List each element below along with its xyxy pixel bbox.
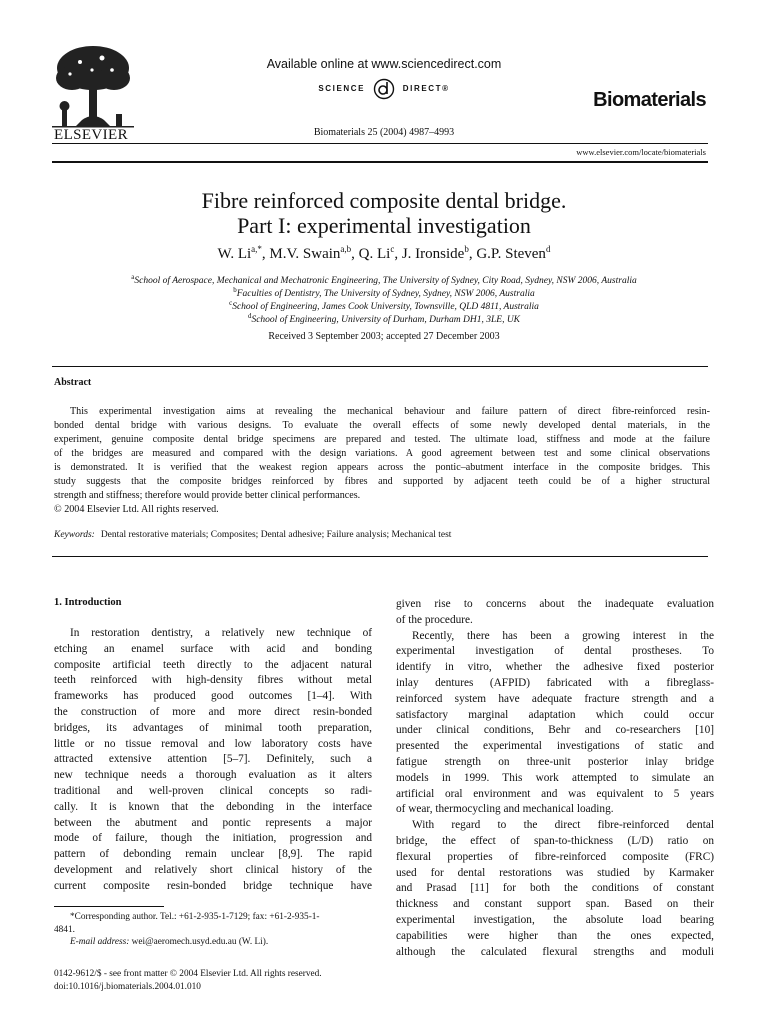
body-line: used for dental restorations was studied by Karmaker — [396, 866, 714, 879]
abstract-top-rule — [52, 366, 708, 367]
body-line: mode of failure, though the initiation, progression and — [54, 832, 372, 845]
affil-mark: b — [233, 285, 237, 294]
abstract-line: is demonstrated. It is verified that the weakest region appears across the pontic–abutment interface in the composite bridges. This — [54, 462, 710, 473]
author-affil-mark: b — [464, 244, 469, 254]
body-line: bridge, the effect of span-to-thickness (L/D) ratio on — [396, 834, 714, 847]
body-line: between the abutment and pontic represents a major — [54, 816, 372, 829]
author-separator: , — [468, 246, 477, 262]
publisher-wordmark: ELSEVIER — [54, 127, 129, 143]
abstract-line: This experimental investigation aims at revealing the mechanical behaviour and failure pattern of direct fibre-reinforced resin- — [70, 406, 710, 417]
body-line: of wear, thermocycling and mechanical loading. — [396, 803, 614, 816]
title-line-2: Part I: experimental investigation — [237, 213, 531, 238]
author-affil-mark: a,* — [251, 244, 262, 254]
journal-citation: Biomaterials 25 (2004) 4987–4993 — [313, 127, 455, 138]
author-list — [0, 246, 768, 263]
body-line: the construction of more and more direct resin-bonded — [54, 705, 372, 718]
abstract-bottom-rule — [52, 556, 708, 557]
doi-line[interactable]: doi:10.1016/j.biomaterials.2004.01.010 — [54, 981, 201, 992]
body-line: teeth reinforced with high-density fibres without metal — [54, 674, 372, 687]
affiliation-d — [0, 311, 768, 325]
affil-mark: a — [131, 272, 135, 281]
footnote-corresponding: *Corresponding author. Tel.: +61-2-935-1-7129; fax: +61-2-935-1- — [70, 912, 320, 922]
left-column — [54, 626, 372, 895]
footnote-rule — [54, 906, 164, 907]
body-line: composite artificial teeth directly to the adjacent natural — [54, 658, 372, 671]
journal-name: Biomaterials — [593, 89, 706, 111]
body-line: attracted extensive attention [5–7]. Definitely, such a — [54, 753, 372, 766]
affiliation-b — [0, 285, 768, 299]
affiliation-c — [0, 298, 768, 312]
abstract-line: of the bridges are measured and compared with the design variations. A good agreement between test and some clinical observations — [54, 448, 710, 459]
body-line: and Prasad [11] for both the conditions of constant — [396, 882, 714, 895]
body-line: cally. It is known that the debonding in the interface — [54, 800, 372, 813]
author-affil-mark: c — [390, 244, 395, 254]
body-line: although the calculated flexural strengths and moduli — [396, 945, 714, 958]
body-line: presented the experimental investigations of static and — [396, 740, 714, 753]
body-line: In restoration dentistry, a relatively new technique of — [70, 627, 372, 639]
sd-right-text: DIRECT — [402, 84, 443, 94]
author-name: Q. Li — [358, 246, 391, 262]
footnote-corresponding-cont: 4841. — [54, 924, 75, 935]
email-label: E-mail address: — [70, 937, 130, 947]
title-line-1: Fibre reinforced composite dental bridge. — [201, 188, 567, 213]
body-line: models in 1999. This work attempted to simulate an — [396, 771, 714, 784]
body-line: satisfactory marginal adaptation which could occur — [396, 708, 714, 721]
sd-left-text: SCIENCE — [318, 84, 366, 94]
author-name: J. Ironside — [401, 246, 465, 262]
received-dates: Received 3 September 2003; accepted 27 December 2003 — [268, 331, 500, 342]
header-rule-thin — [52, 143, 708, 144]
body-line: Recently, there has been a growing interest in the — [412, 629, 714, 642]
body-line: identify in vitro, whether the adhesive fixed posterior — [396, 661, 714, 674]
body-line: new technique needs a thorough evaluation as it alters — [54, 769, 372, 782]
keywords — [54, 530, 451, 540]
body-line: frameworks has produced good outcomes [1–4]. With — [54, 690, 372, 703]
sciencedirect-d-icon — [373, 78, 395, 100]
body-line: capabilities were higher than the ones expected, — [396, 929, 714, 942]
abstract-heading: Abstract — [54, 377, 92, 388]
author-name: M.V. Swain — [269, 246, 341, 262]
affil-mark: c — [229, 298, 233, 307]
abstract-line: strength and stiffness; therefore would provide better clinical performances. — [54, 490, 361, 501]
email-address[interactable]: wei@aeromech.usyd.edu.au (W. Li). — [131, 937, 269, 947]
abstract-line: experiment, genuine composite dental bridge specimens are prepared and tested. The ultimate load, stiffness and mode at the failure — [54, 434, 710, 445]
sd-registered-mark: ® — [442, 84, 450, 94]
abstract-body — [54, 405, 710, 503]
affil-text: Faculties of Dentistry, The University of Sydney, Sydney, NSW 2006, Australia — [236, 289, 535, 299]
body-line: traditional and well-proven clinical concepts so radi- — [54, 784, 372, 797]
issn-line: 0142-9612/$ - see front matter © 2004 Elsevier Ltd. All rights reserved. — [54, 969, 322, 979]
author-name: G.P. Steven — [476, 246, 546, 262]
body-line: reinforced system have adequate fracture strength and a — [396, 692, 714, 705]
body-line: With regard to the direct fibre-reinforced dental — [412, 819, 714, 832]
header-rule-thick — [52, 161, 708, 163]
body-line: development and relatively short clinical history of the — [54, 863, 372, 876]
article-meta — [54, 968, 322, 993]
body-line: pattern of debonding remain unclear [8,9]. The rapid — [54, 848, 372, 861]
body-line: fatigue strength on three-unit posterior inlay bridge — [396, 755, 714, 768]
body-line: experimental investigation, the absolute load bearing — [396, 913, 714, 926]
body-line: artificial oral environment and was equivalent to 5 years — [396, 787, 714, 800]
author-affil-mark: a,b — [340, 244, 352, 254]
abstract-line: study suggests that the composite bridges reinforced by fibres and supported by adjacent teeth could be of a higher structural — [54, 476, 710, 487]
body-line: etching an enamel surface with acid and bonding — [54, 642, 372, 655]
affil-text: School of Engineering, James Cook University, Townsville, QLD 4811, Australia — [232, 302, 539, 312]
body-line: bridges, its advantages of minimal tooth preparation, — [54, 721, 372, 734]
body-line: flexural properties of fibre-reinforced composite (FRC) — [396, 850, 714, 863]
body-line: given rise to concerns about the inadequate evaluation — [396, 598, 714, 610]
body-line: of the procedure. — [396, 613, 473, 626]
author-name: W. Li — [217, 246, 252, 262]
footnote-email — [54, 936, 372, 949]
right-column — [396, 597, 714, 960]
affil-text: School of Aerospace, Mechanical and Mechatronic Engineering, The University of Sydney, City Road, Sydney, NSW 2006, Australia — [134, 276, 637, 286]
abstract-line: bonded dental bridge with various designs. To evaluate the overall effects of some newly developed dental materials, in the — [54, 420, 710, 431]
author-separator: , — [261, 246, 270, 262]
body-line: thickness and constant support span. Based on their — [396, 898, 714, 911]
keywords-list: Dental restorative materials; Composites; Dental adhesive; Failure analysis; Mechanical test — [100, 530, 452, 540]
body-line: little or no tissue removal and low laboratory costs have — [54, 737, 372, 750]
affiliation-a — [0, 272, 768, 286]
author-separator: , — [394, 246, 402, 262]
article-title — [0, 188, 768, 238]
section-heading-introduction: 1. Introduction — [54, 597, 122, 608]
copyright-notice: © 2004 Elsevier Ltd. All rights reserved. — [54, 504, 219, 515]
affil-mark: d — [247, 311, 252, 320]
affil-text: School of Engineering, University of Durham, Durham DH1, 3LE, UK — [251, 315, 521, 325]
keywords-label: Keywords: — [54, 530, 95, 540]
available-online-text[interactable]: Available online at www.sciencedirect.com — [266, 57, 502, 71]
body-line: experimental investigation of dental prostheses. To — [396, 645, 714, 658]
journal-url-link[interactable]: www.elsevier.com/locate/biomaterials — [576, 147, 706, 157]
body-line: inlay dentures (AFPID) fabricated with a fibreglass- — [396, 676, 714, 689]
body-line: current composite resin-bonded bridge technique have — [54, 879, 372, 892]
author-affil-mark: d — [545, 244, 551, 254]
body-line: under clinical conditions, Behr and co-researchers [10] — [396, 724, 714, 737]
corresponding-author-footnote — [54, 911, 372, 949]
author-separator: , — [351, 246, 359, 262]
